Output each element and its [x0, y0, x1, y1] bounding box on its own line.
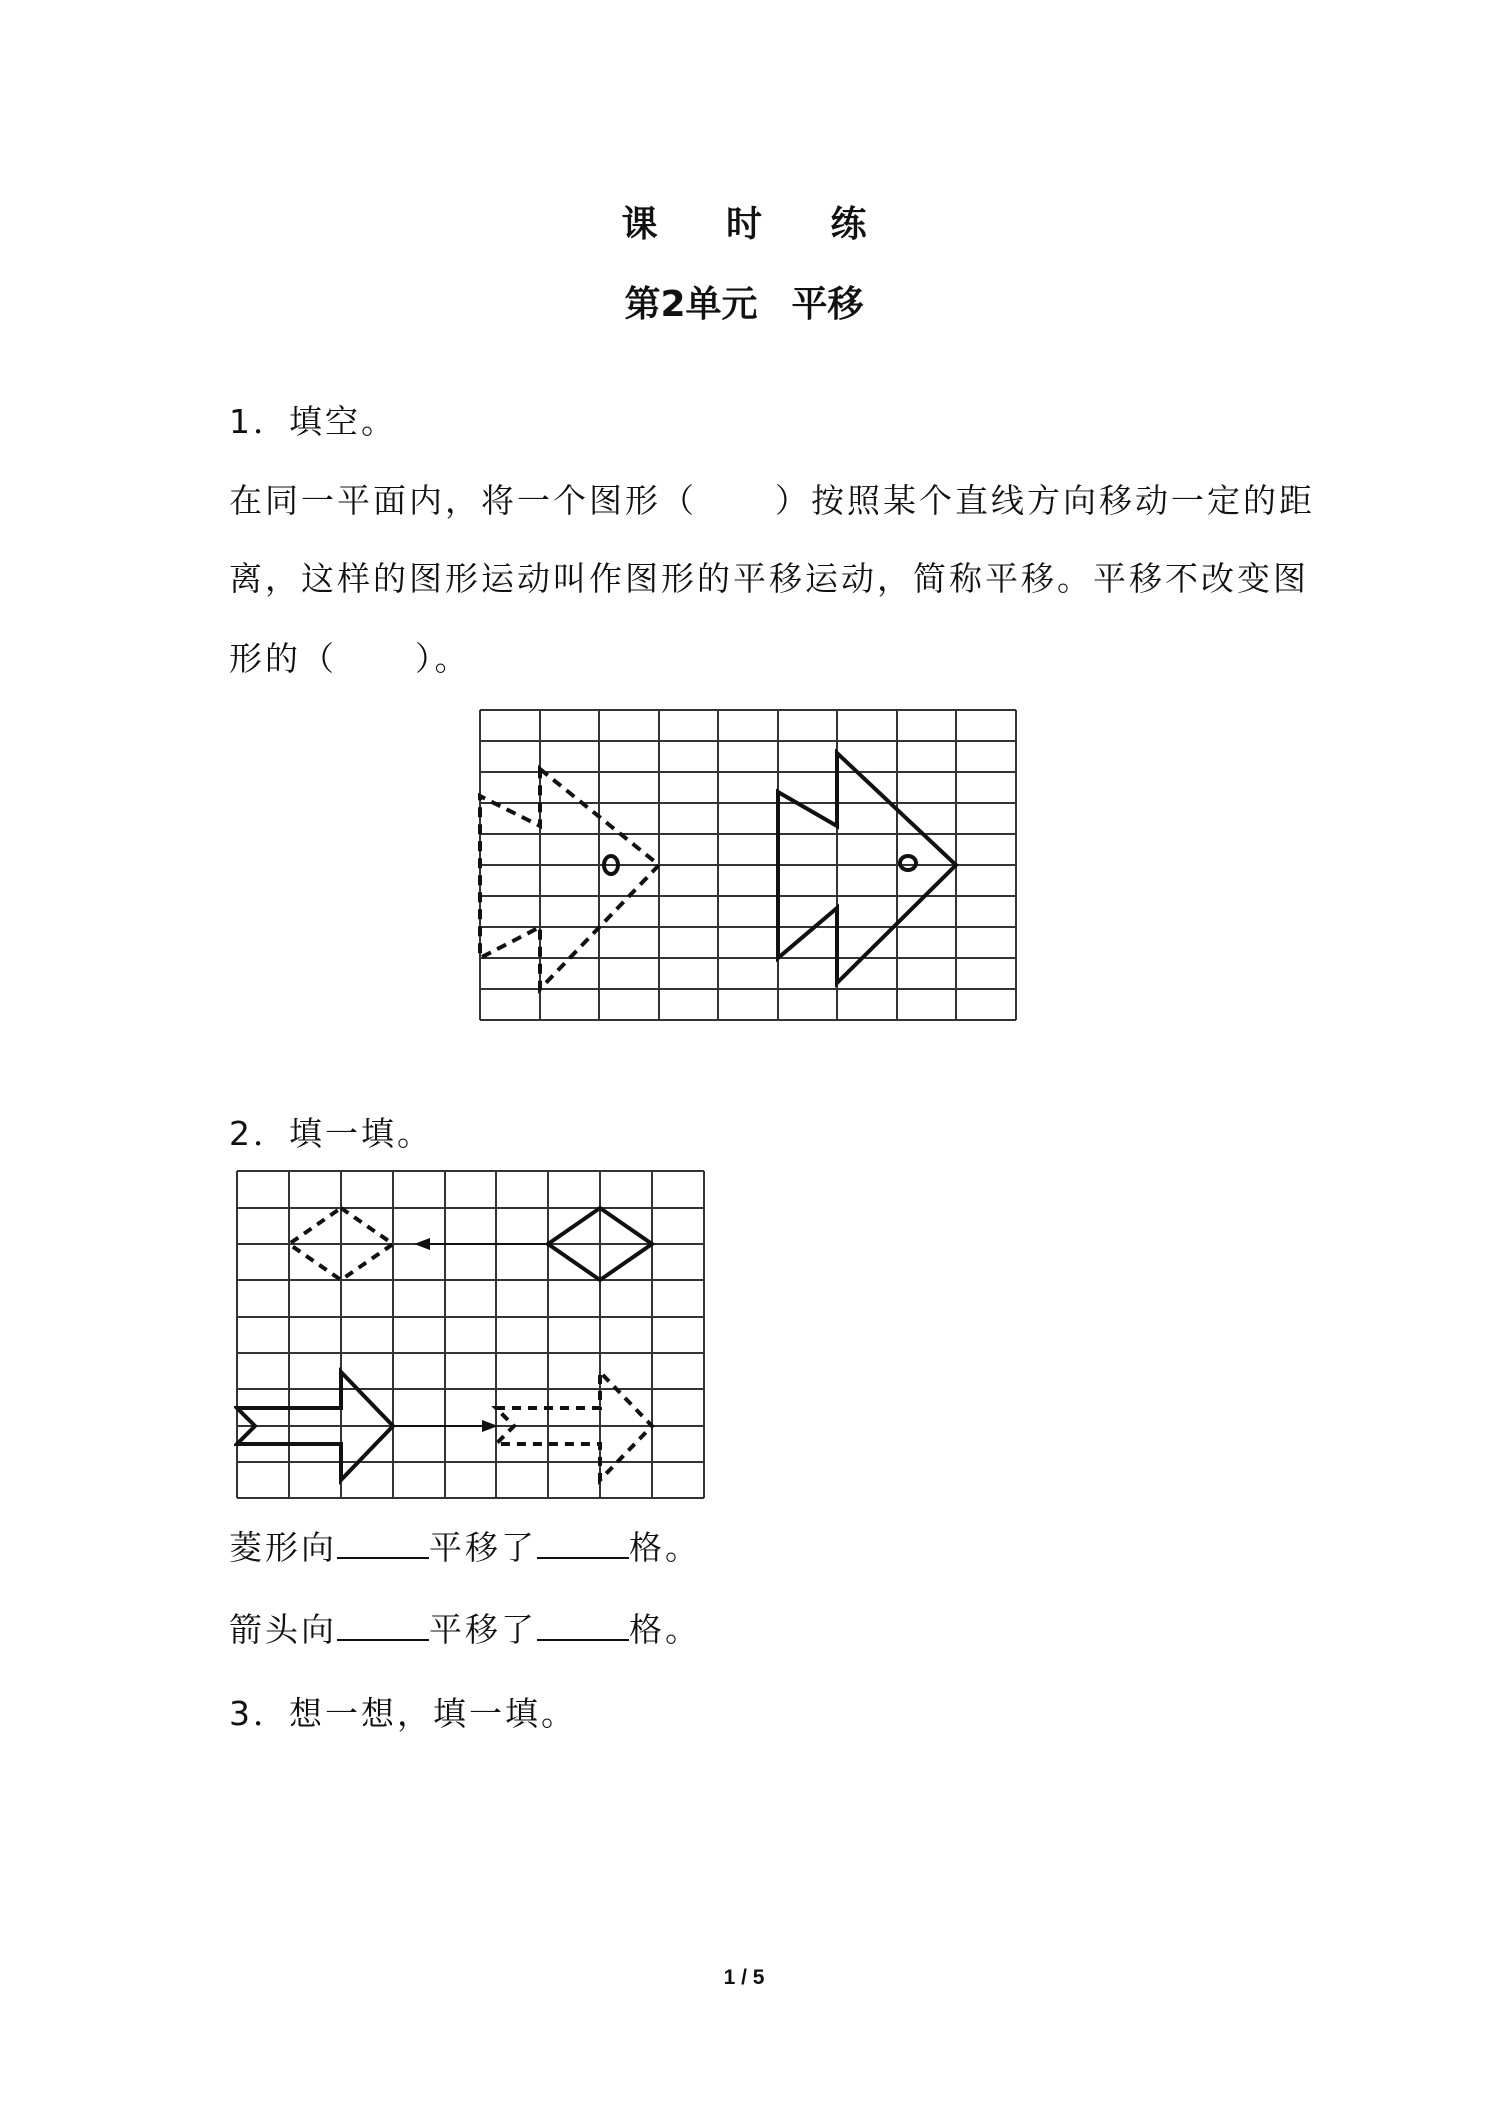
q2-arrow-line — [229, 1604, 701, 1651]
rhombus-text-a: 菱形向 — [229, 1528, 337, 1567]
q2-heading: 2．填一填。 — [229, 1114, 433, 1153]
q1-heading: 1．填空。 — [229, 402, 397, 441]
q3-heading: 3．想一想，填一填。 — [229, 1694, 577, 1733]
rhombus-direction-blank[interactable] — [337, 1527, 429, 1559]
q1-line1-a: 在同一平面内，将一个图形（ — [229, 481, 697, 520]
unit-title — [0, 276, 1488, 327]
arrow-text-c: 格。 — [629, 1610, 701, 1649]
unit-label: 第2单元 — [624, 284, 758, 325]
q1-line2: 离，这样的图形运动叫作图形的平移运动，简称平移。平移不改变图 — [229, 559, 1309, 598]
arrow-distance-blank[interactable] — [537, 1609, 629, 1641]
q1-line3-b: ）。 — [415, 639, 471, 678]
fish-translated-eye — [900, 856, 916, 870]
fish-translated-solid — [778, 753, 956, 983]
q1-line1 — [229, 475, 1315, 522]
topic-label: 平移 — [791, 284, 864, 325]
rhombus-arrow-figure — [234, 1168, 712, 1508]
rhombus-text-c: 格。 — [629, 1528, 701, 1567]
page-title: 课 时 练 — [621, 204, 895, 245]
q2-rhombus-line — [229, 1522, 701, 1569]
arrow-direction-blank[interactable] — [337, 1609, 429, 1641]
q1-line3-a: 形的（ — [229, 639, 337, 678]
arrow-text-a: 箭头向 — [229, 1610, 337, 1649]
q1-line3 — [229, 633, 471, 680]
fish-translation-figure — [478, 708, 1018, 1024]
arrow-text-b: 平移了 — [429, 1610, 537, 1649]
rhombus-text-b: 平移了 — [429, 1528, 537, 1567]
rhombus-distance-blank[interactable] — [537, 1527, 629, 1559]
q1-line1-b: ）按照某个直线方向移动一定的距 — [775, 481, 1315, 520]
page-number: 1 / 5 — [723, 1966, 765, 1989]
